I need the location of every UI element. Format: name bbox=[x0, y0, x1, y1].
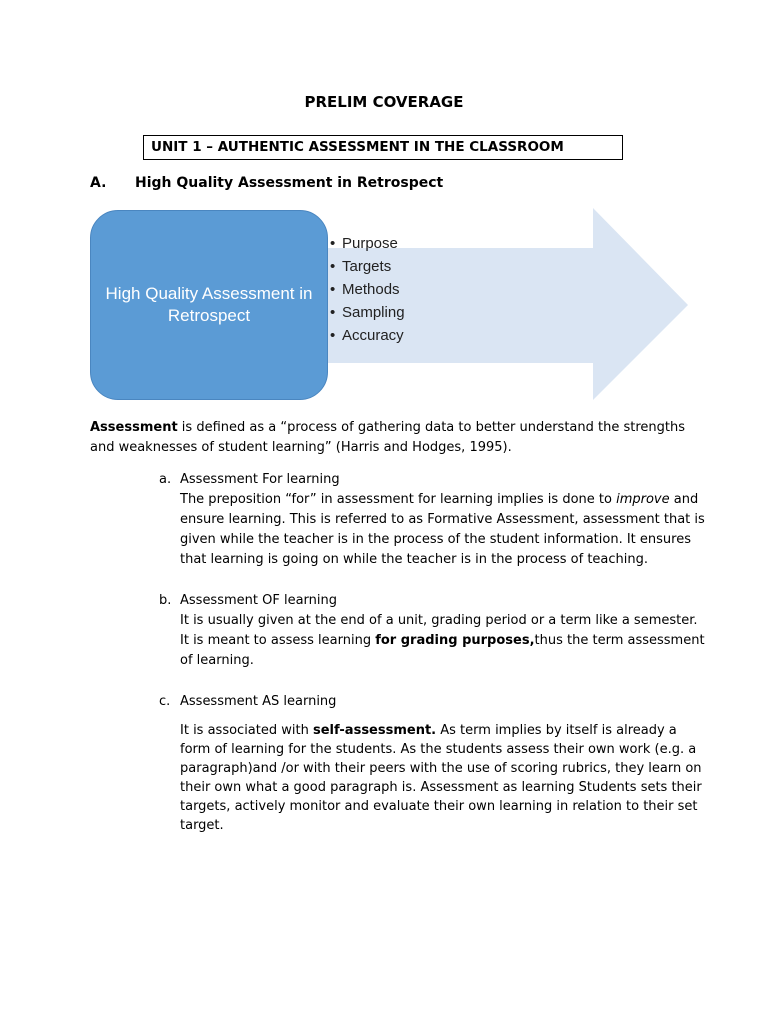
bullet-item bbox=[330, 255, 405, 278]
item-a-emphasis: improve bbox=[616, 492, 670, 507]
item-a-body bbox=[180, 490, 710, 570]
item-c-marker: c. bbox=[159, 694, 171, 709]
bullet-dot-icon: • bbox=[330, 304, 336, 321]
item-c-heading: Assessment AS learning bbox=[180, 694, 337, 709]
item-c-body bbox=[180, 721, 710, 835]
bullet-dot-icon: • bbox=[330, 235, 336, 252]
bullet-item bbox=[330, 324, 405, 347]
item-a-text-post: and ensure learning. This is referred to as Formative Assessment, assessment that is given while the teacher is in the process of the student information. It ensures that learning is going on while the teacher is in the process of teaching. bbox=[180, 492, 705, 567]
unit-heading-box: UNIT 1 – AUTHENTIC ASSESSMENT IN THE CLASSROOM bbox=[143, 135, 623, 160]
bullet-dot-icon: • bbox=[330, 281, 336, 298]
bullet-label: Targets bbox=[342, 258, 392, 275]
item-c-bold: self-assessment. bbox=[312, 723, 437, 738]
item-b-text-post: thus the term assessment of learning. bbox=[180, 633, 705, 668]
item-c-text-pre: It is associated with bbox=[180, 723, 313, 738]
bullet-label: Accuracy bbox=[342, 327, 404, 344]
item-a-heading: Assessment For learning bbox=[180, 472, 340, 487]
diagram-bullet-list bbox=[330, 232, 405, 347]
bullet-dot-icon: • bbox=[330, 258, 336, 275]
item-b-heading: Assessment OF learning bbox=[180, 593, 337, 608]
bullet-item bbox=[330, 232, 405, 255]
item-b-marker: b. bbox=[159, 593, 172, 608]
item-b-text-pre: It is usually given at the end of a unit, grading period or a term like a semester. It is meant to assess learning bbox=[180, 613, 698, 648]
bullet-label: Methods bbox=[342, 281, 400, 298]
item-c-text-post: As term implies by itself is already a form of learning for the students. As the students assess their own work (e.g. a paragraph)and /or with their peers with the use of scoring rubrics, they learn on their own what a good paragraph is. Assessment as learning Students sets their targets, actively monitor and evaluate their own learning in relation to their set target. bbox=[180, 723, 702, 833]
intro-term: Assessment bbox=[90, 420, 178, 435]
item-b-body bbox=[180, 611, 710, 671]
section-title: High Quality Assessment in Retrospect bbox=[135, 175, 444, 191]
bullet-item bbox=[330, 301, 405, 324]
page-title: PRELIM COVERAGE bbox=[304, 93, 464, 111]
section-letter: A. bbox=[90, 175, 107, 191]
bullet-label: Purpose bbox=[342, 235, 398, 252]
item-b-bold: for grading purposes, bbox=[375, 633, 535, 648]
diagram-box-label: High Quality Assessment in Retrospect bbox=[105, 284, 313, 325]
bullet-dot-icon: • bbox=[330, 327, 336, 344]
intro-text: is defined as a “process of gathering data to better understand the strengths and weaknesses of student learning” (Harris and Hodges, 1995). bbox=[90, 420, 686, 455]
bullet-item bbox=[330, 278, 405, 301]
diagram-main-box bbox=[90, 210, 328, 400]
item-a-text-pre: The preposition “for” in assessment for learning implies is done to bbox=[180, 492, 617, 507]
item-a-marker: a. bbox=[159, 472, 172, 487]
bullet-label: Sampling bbox=[342, 304, 405, 321]
intro-paragraph bbox=[90, 418, 710, 458]
